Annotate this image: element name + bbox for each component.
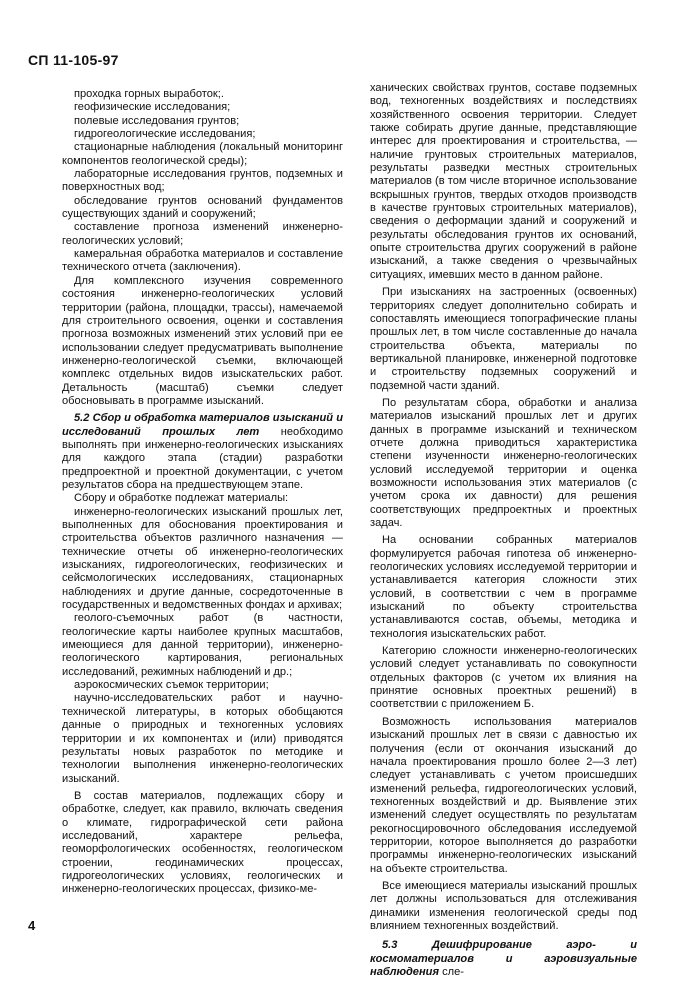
paragraph: Возможность использования материалов изысканий прошлых лет в связи с давностью их получения (если от окончания изысканий до начала проектирования прошло более 2—3 лет) следует устанавливать с учетом происшедших изменений рельефа, гидрогеологических условий, техногенных воздействий и др. Выявление этих изменений следует осуществлять по результатам рекогносцировочного обследования исследуемой территории, которое выполняется до разработки программы инженерно-геологических изысканий на объекте строительства. (370, 715, 637, 875)
paragraph: геофизические исследования; (74, 101, 231, 114)
section-5-3-text: сле- (438, 966, 464, 978)
paragraph: аэрокосмических съемок территории; (74, 679, 269, 692)
paragraph: Категорию сложности инженерно-геологических условий следует устанавливать по совокупности отдельных факторов (с учетом их влияния на принятие основных проектных решений) в соответствии с приложением Б. (370, 645, 637, 711)
section-5-2-paragraph (62, 412, 343, 492)
section-5-3-paragraph (370, 939, 637, 979)
paragraph: стационарные наблюдения (локальный мониторинг компонентов геологической среды); (62, 141, 343, 167)
paragraph: полевые исследования грунтов; (74, 114, 240, 127)
paragraph: камеральная обработка материалов и составление технического отчета (заключения). (62, 248, 343, 274)
paragraph: обследование грунтов оснований фундаментов существующих зданий и сооружений; (62, 194, 343, 221)
paragraph: инженерно-геологических изысканий прошлых лет, выполненных для обоснования проектирования и строительства объектов различного назначения — технические отчеты об инженерно-геологических изысканиях, гидрогеологических, геофизических и сейсмологических исследованиях, стационарных наблюдениях и другие данные, сосредоточенные в государственных и ведомственных фондах и архивах; (62, 505, 343, 612)
section-5-2-heading: 5.2 Сбор и обработка материалов изысканий и исследований прошлых лет (62, 412, 343, 438)
paragraph: научно-исследовательских работ и научно-технической литературы, в которых обобщаются данные о природных и техногенных условиях территории и их компонентах и (или) приводятся результаты новых разработок по методике и технологии выполнения инженерно-геологических изысканий. (62, 692, 343, 785)
paragraph: На основании собранных материалов формулируется рабочая гипотеза об инженерно-геологических условиях исследуемой территории и устанавливается категория сложности этих условий, в соответствии с чем в программе изысканий по объекту строительства устанавливаются состав, объемы, методика и технология изыскательских работ. (370, 534, 637, 640)
left-text-column (62, 88, 343, 897)
paragraph: Для комплексного изучения современного состояния инженерно-геологических условий территории (района, площадки, трассы), намечаемой для строительного освоения, оценки и составления прогноза возможных изменений этих условий при ее использовании следует предусматривать выполнение инженерно-геологической съемки, включающей комплекс отдельных видов изыскательских работ. Детальность (масштаб) съемки следует обосновывать в программе изысканий. (62, 274, 343, 407)
paragraph: проходка горных выработок;. (74, 88, 224, 100)
paragraph: составление прогноза изменений инженерно-геологических условий; (62, 221, 343, 247)
paragraph: лабораторные исследования грунтов, подземных и поверхностных вод; (62, 168, 343, 194)
section-5-3-heading: 5.3 Дешифрирование аэро- и космоматериалов и аэровизуальные наблюдения (370, 939, 637, 978)
paragraph: Сбору и обработке подлежат материалы: (74, 492, 289, 505)
paragraph: По результатам сбора, обработки и анализа материалов изысканий прошлых лет и других данных в программе изысканий и техническом отчете должна приводиться характеристика степени изученности инженерно-геологических условий исследуемой территории и оценка возможности использования этих материалов (с учетом срока их давности) для решения соответствующих предпроектных и проектных задач. (370, 396, 637, 529)
paragraph: геолого-съемочных работ (в частности, геологические карты наиболее крупных масштабов, имеющиеся для данной территории), инженерно-геологического картирования, региональных исследований, режимных наблюдений и др.; (62, 612, 343, 678)
paragraph: гидрогеологические исследования; (74, 128, 256, 141)
paragraph: В состав материалов, подлежащих сбору и обработке, следует, как правило, включать сведения о климате, гидрографической сети района исследований, характере рельефа, геоморфологических особенностях, геологическом строении, геодинамических процессах, гидрогеологических условиях, геологических и инженерно-геологических процессах, физико-ме- (62, 789, 343, 896)
section-5-2-text: необходимо выполнять при инженерно-геологических изысканиях для каждого этапа (стадии) разработки предпроектной и проектной документации, с учетом результатов сбора на предшествующем этапе. (62, 425, 343, 491)
page-number: 4 (28, 918, 36, 933)
paragraph: ханических свойствах грунтов, составе подземных вод, техногенных воздействиях и последствиях хозяйственного освоения территории. Следует также собирать другие данные, представляющие интерес для проектирования и строительства, — наличие грунтовых строительных материалов, результаты разведки местных строительных материалов (в том числе вторичное использование вскрышных грунтов, твердых отходов производств в качестве грунтовых строительных материалов), сведения о деформации зданий и сооружений и результаты обследования грунтов их оснований, опыте строительства других сооружений в районе изысканий, а также сведения о чрезвычайных ситуациях, имевших место в данном районе. (370, 82, 637, 281)
paragraph: При изысканиях на застроенных (освоенных) территориях следует дополнительно собирать и сопоставлять имеющиеся топографические планы прошлых лет, в том числе составленные до начала строительства объекта, материалы по вертикальной планировке, инженерной подготовке и строительству подземных сооружений и подземной части зданий. (370, 286, 637, 392)
document-code-header: СП 11-105-97 (28, 52, 119, 68)
paragraph: Все имеющиеся материалы изысканий прошлых лет должны использоваться для отслеживания динамики изменения геологической среды под влиянием техногенных воздействий. (370, 879, 637, 932)
right-text-column (370, 82, 637, 979)
